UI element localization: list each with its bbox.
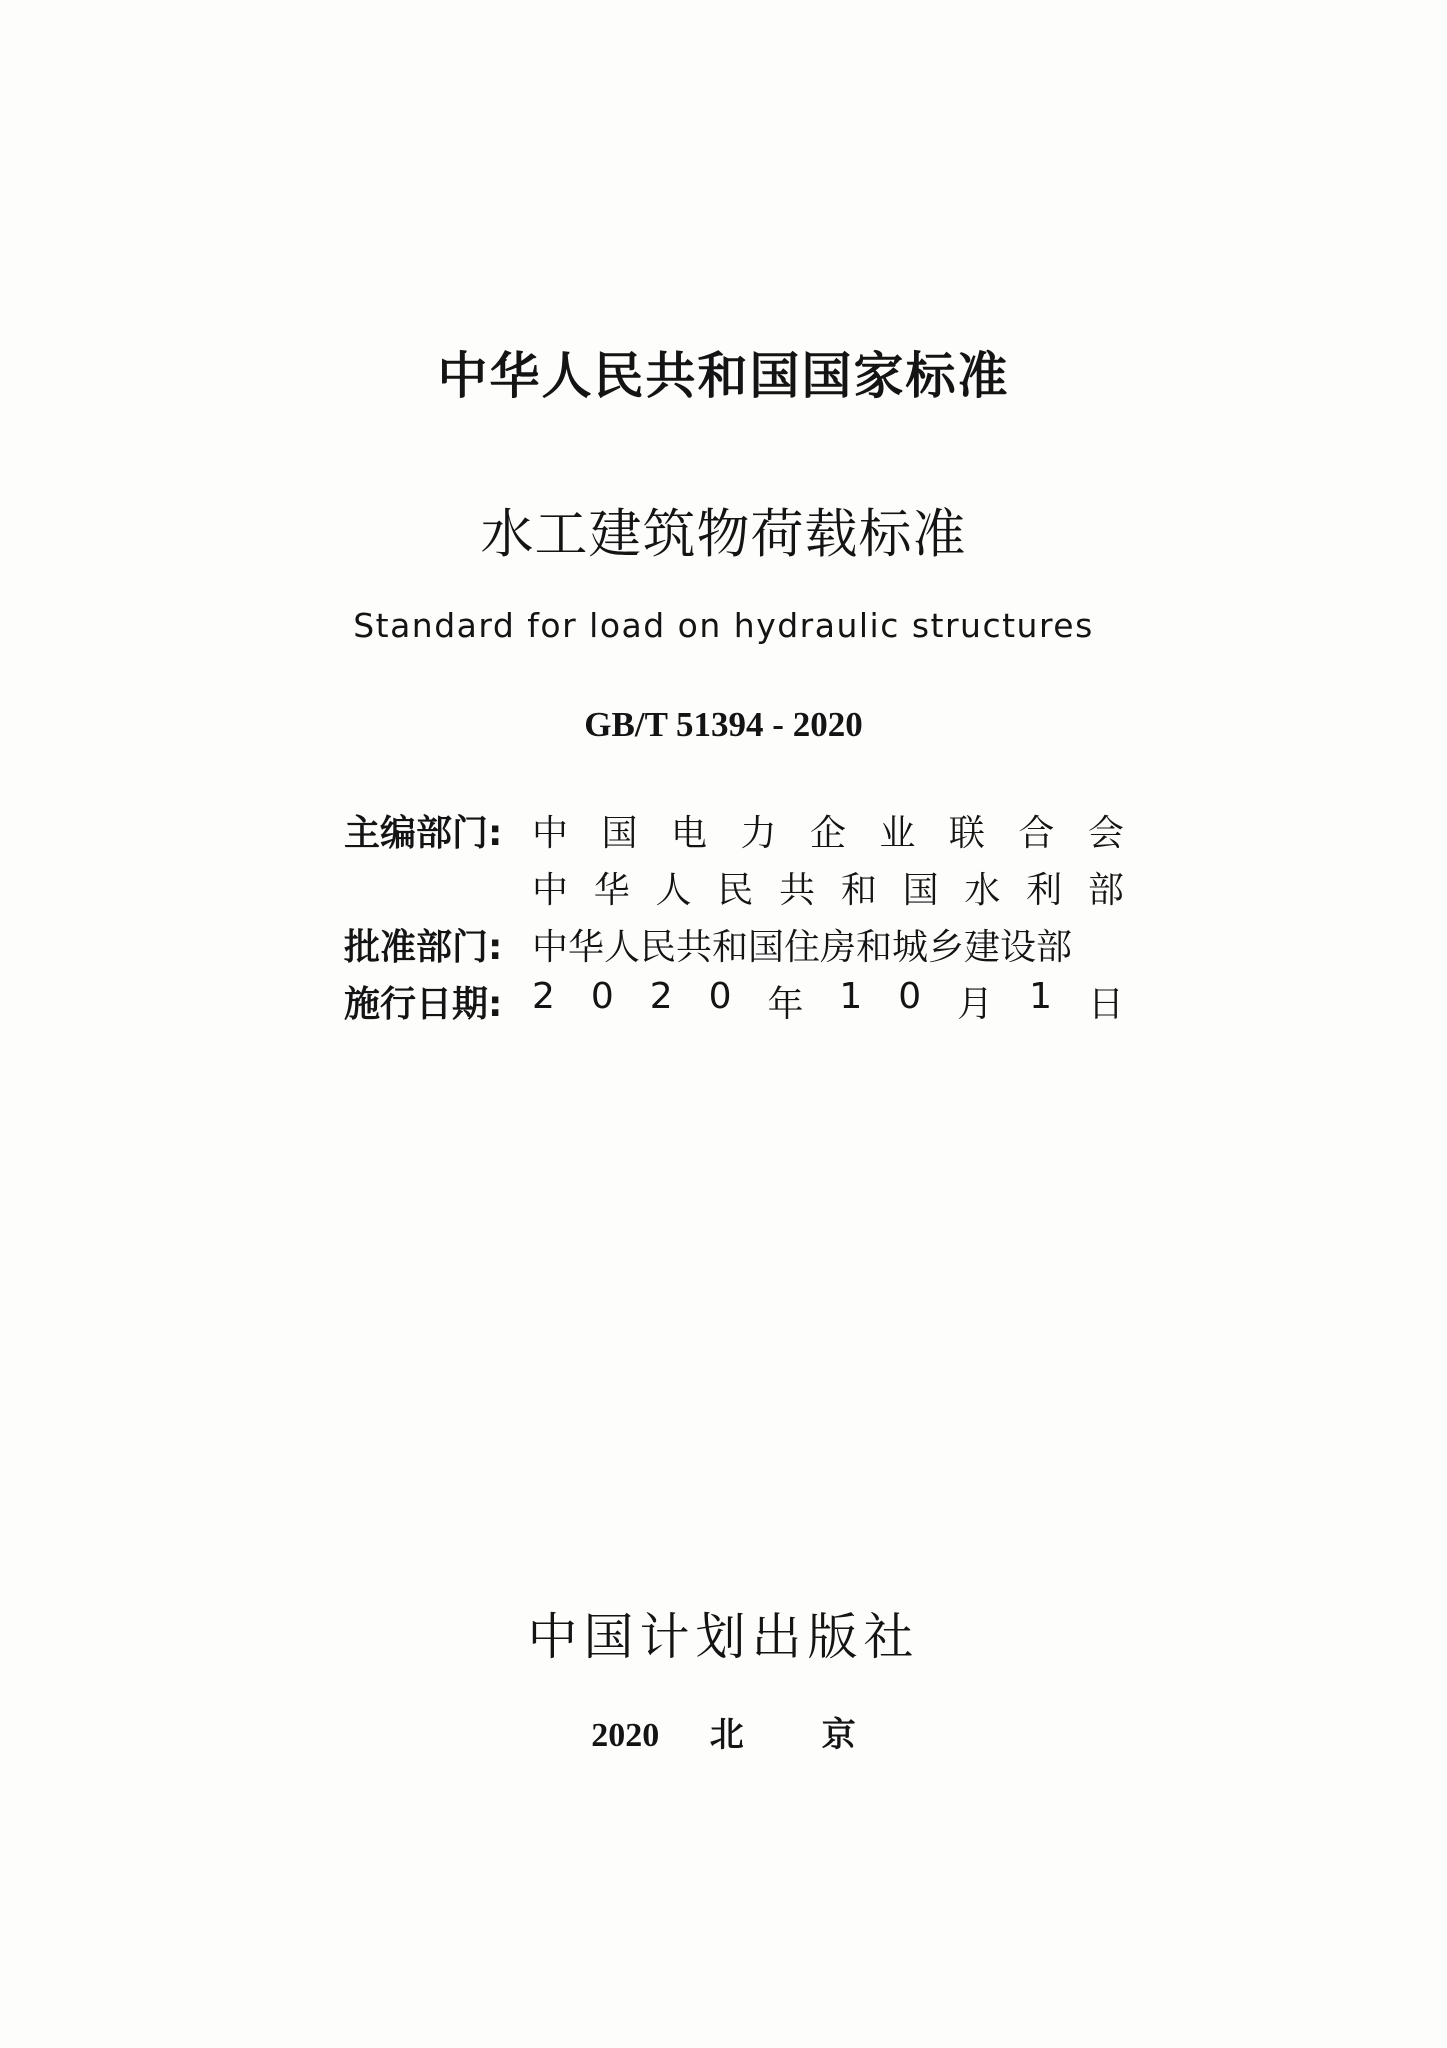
effective-date-row (344, 973, 1124, 1030)
publication-city-char: 京 (821, 1717, 856, 1754)
approver-text: 中华人民共和国住房和城乡建设部 (532, 927, 1073, 968)
standard-code: GB/T 51394 - 2020 (584, 705, 863, 744)
chief-editor-char: 联 (948, 813, 985, 854)
chief-editor-char: 民 (717, 870, 754, 911)
chief-editor-char: 企 (809, 813, 846, 854)
publication-year: 2020 (591, 1717, 660, 1754)
effective-date-char: 1 (839, 976, 863, 1017)
publisher-name: 中国计划出版社 (527, 1608, 920, 1666)
chief-editor-char: 电 (670, 813, 707, 854)
chief-editor-char: 和 (840, 870, 877, 911)
chief-editor-value-1 (532, 805, 1124, 856)
effective-date-char: 1 (1029, 976, 1052, 1017)
effective-date-char: 0 (898, 976, 922, 1017)
chief-editor-char: 国 (902, 870, 939, 911)
publication-year-place (0, 1707, 1447, 1756)
effective-date-char: 月 (957, 984, 994, 1025)
chief-editor-row-1 (344, 802, 1124, 859)
chinese-title: 水工建筑物荷载标准 (480, 504, 967, 565)
effective-date-char: 年 (767, 984, 804, 1025)
standard-info-block (344, 802, 1124, 1030)
chief-editor-char: 利 (1026, 870, 1063, 911)
effective-date-char: 2 (532, 976, 555, 1017)
chief-editor-char: 人 (655, 870, 692, 911)
publication-city (710, 1717, 856, 1754)
chief-editor-char: 共 (779, 870, 816, 911)
chief-editor-char: 华 (593, 870, 630, 911)
chief-editor-char: 会 (1087, 813, 1124, 854)
approver-value (532, 919, 1124, 970)
effective-date-char: 0 (708, 976, 732, 1017)
effective-date-label: 施行日期: (344, 984, 503, 1025)
chief-editor-char: 水 (964, 870, 1001, 911)
publication-city-char: 北 (709, 1717, 744, 1754)
effective-date-char: 2 (649, 976, 673, 1017)
chief-editor-char: 中 (532, 870, 569, 911)
effective-date-char: 0 (590, 976, 614, 1017)
chief-editor-value-2 (532, 862, 1124, 913)
english-title: Standard for load on hydraulic structures (353, 606, 1094, 645)
chief-editor-char: 中 (532, 813, 569, 854)
effective-date-char: 日 (1087, 984, 1124, 1025)
approver-row (344, 916, 1124, 973)
chief-editor-label: 主编部门: (344, 813, 503, 854)
chief-editor-char: 合 (1018, 813, 1055, 854)
effective-date-value (532, 976, 1124, 1027)
chief-editor-char: 部 (1087, 870, 1124, 911)
chief-editor-row-2 (344, 859, 1124, 916)
approver-label: 批准部门: (344, 927, 503, 968)
chief-editor-char: 业 (879, 813, 916, 854)
standard-series-heading: 中华人民共和国国家标准 (437, 347, 1010, 405)
chief-editor-char: 国 (601, 813, 638, 854)
chief-editor-char: 力 (740, 813, 777, 854)
